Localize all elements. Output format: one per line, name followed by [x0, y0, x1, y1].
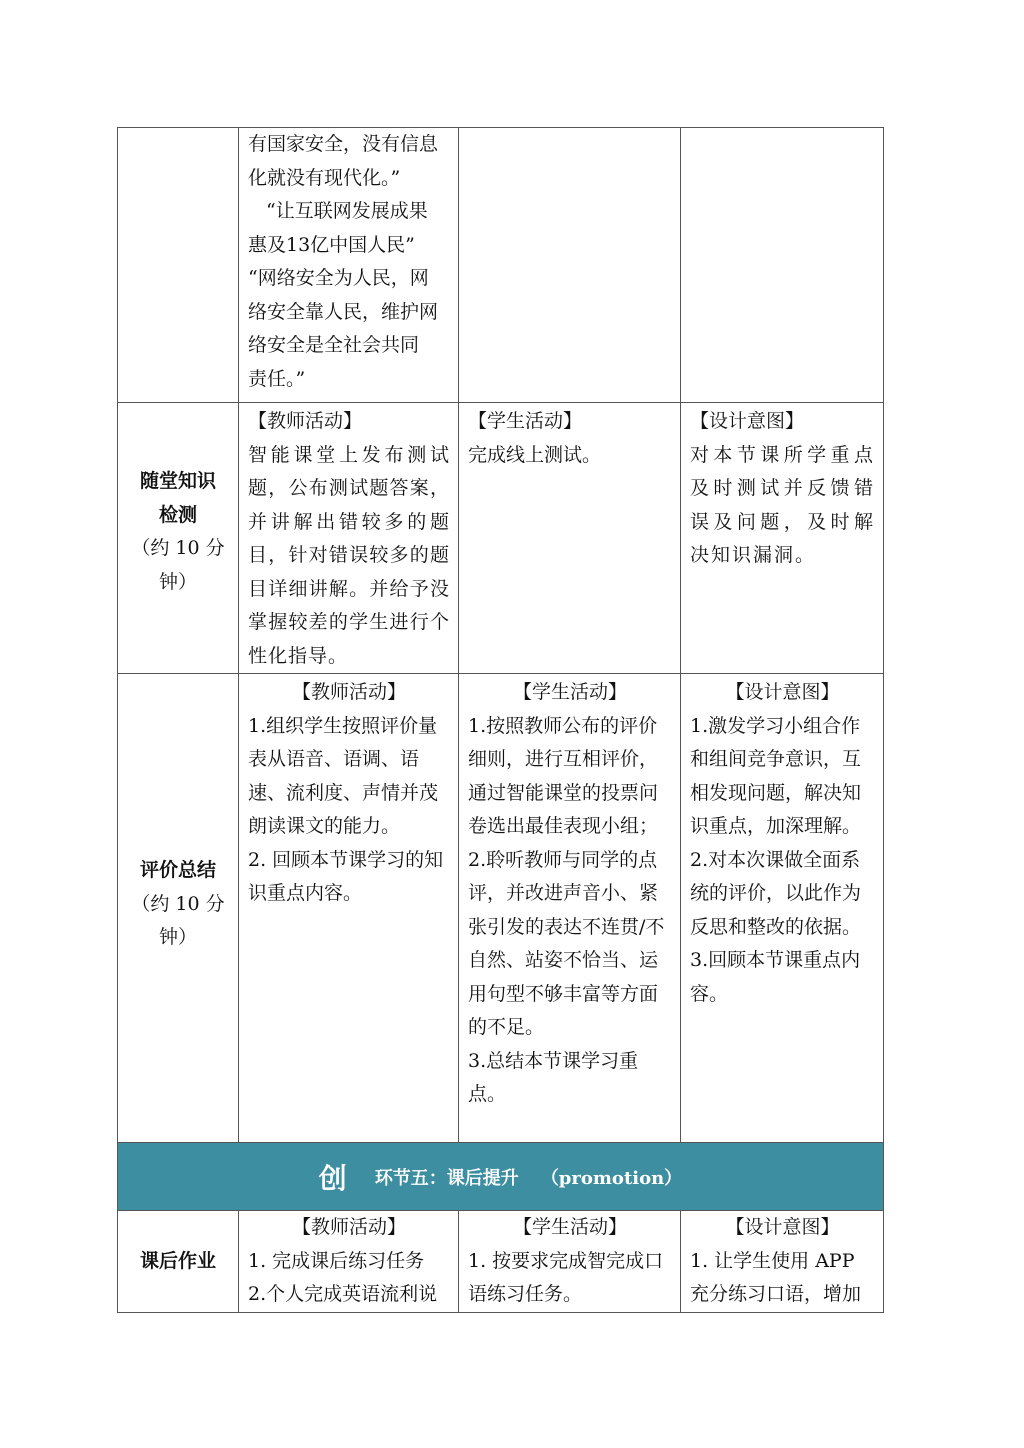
- section-title: 环节五：课后提升: [374, 1167, 519, 1189]
- eval-label-cell: [118, 674, 239, 1143]
- teacher-activity-text: 智能课堂上发布测试题，公布测试题答案，并讲解出错较多的题目，针对错误较多的题目详细讲解。并给予没掌握较差的学生进行个性化指导。: [248, 443, 450, 667]
- quote-text-cell: [239, 128, 459, 403]
- teacher-activity-header: 【教师活动】: [291, 1216, 406, 1238]
- teacher-activity-item: 2.个人完成英语流利说: [248, 1283, 438, 1305]
- teacher-activity-item: 1.组织学生按照评价量表从语音、语调、语速、流利度、声情并茂朗读课文的能力。: [248, 714, 439, 837]
- quiz-teacher-cell: [239, 403, 459, 674]
- quiz-design-cell: [681, 403, 884, 674]
- section-title-en: （promotion）: [540, 1167, 683, 1189]
- homework-label: 课后作业: [139, 1250, 216, 1272]
- teacher-activity-header: 【教师活动】: [248, 410, 363, 432]
- table-row-quiz: [118, 403, 884, 674]
- eval-teacher-cell: [239, 674, 459, 1143]
- table-row-eval: [118, 674, 884, 1143]
- teacher-activity-item: 2. 回顾本节课学习的知识重点内容。: [248, 848, 444, 904]
- quote-line: 络安全靠人民，维护网: [248, 300, 439, 323]
- quote-label-cell: [118, 128, 239, 403]
- design-intent-text: 对本节课所学重点及时测试并反馈错误及问题，及时解决知识漏洞。: [690, 443, 875, 566]
- homework-student-cell: [459, 1211, 681, 1313]
- student-activity-text: 1. 按要求完成智完成口语练习任务。: [468, 1249, 664, 1305]
- section-banner: [118, 1143, 884, 1211]
- quote-line: 惠及13亿中国人民”: [248, 233, 415, 256]
- design-intent-header: 【设计意图】: [725, 1216, 840, 1238]
- design-intent-item: 2.对本次课做全面系统的评价，以此作为反思和整改的依据。: [690, 848, 862, 938]
- design-intent-item: 1.激发学习小组合作和组间竞争意识，互相发现问题，解决知识重点，加深理解。: [690, 714, 862, 837]
- quote-line: 络安全是全社会共同: [248, 334, 420, 356]
- teacher-activity-header: 【教师活动】: [291, 681, 406, 703]
- student-activity-item: 2.聆听教师与同学的点评，并改进声音小、紧张引发的表达不连贯/不自然、站姿不恰当、运用句型不够丰富等方面的不足。: [468, 848, 665, 1038]
- quote-empty-cell: [681, 128, 884, 403]
- student-activity-header: 【学生活动】: [512, 1216, 627, 1238]
- design-intent-header: 【设计意图】: [690, 410, 805, 432]
- eval-time-line: 钟）: [158, 926, 197, 948]
- quote-line: 化就没有现代化。”: [248, 166, 401, 189]
- student-activity-item: 3.总结本节课学习重点。: [468, 1049, 639, 1105]
- quiz-student-cell: [459, 403, 681, 674]
- design-intent-header: 【设计意图】: [725, 681, 840, 703]
- eval-design-cell: [681, 674, 884, 1143]
- eval-label: 评价总结: [139, 859, 216, 881]
- eval-student-cell: [459, 674, 681, 1143]
- design-intent-item: 3.回顾本节课重点内容。: [690, 949, 861, 1005]
- table-row-quote: [118, 128, 884, 403]
- eval-time-line: （约 10 分: [131, 892, 225, 915]
- quote-line: “让互联网发展成果: [266, 200, 428, 222]
- design-intent-text: 1. 让学生使用 APP 充分练习口语，增加: [690, 1249, 862, 1305]
- quote-line: “网络安全为人民，网: [248, 267, 429, 289]
- table-row-homework: [118, 1211, 884, 1313]
- section-banner-char: 创: [318, 1161, 347, 1195]
- lesson-plan-table: [117, 127, 884, 1313]
- quiz-time-line: 钟）: [158, 570, 197, 593]
- quote-empty-cell: [459, 128, 681, 403]
- student-activity-text: 完成线上测试。: [468, 443, 602, 466]
- quote-line: 责任。”: [248, 367, 306, 390]
- homework-teacher-cell: [239, 1211, 459, 1313]
- quiz-time-line: （约 10 分: [131, 537, 225, 559]
- section-banner-cell: [118, 1143, 884, 1211]
- homework-design-cell: [681, 1211, 884, 1313]
- student-activity-item: 1.按照教师公布的评价细则，进行互相评价，通过智能课堂的投票问卷选出最佳表现小组；: [468, 714, 659, 837]
- teacher-activity-item: 1. 完成课后练习任务: [248, 1249, 425, 1272]
- student-activity-header: 【学生活动】: [468, 410, 583, 432]
- quote-line: 有国家安全，没有信息: [248, 133, 439, 155]
- quiz-label-cell: [118, 403, 239, 674]
- quiz-label-line: 检测: [158, 503, 197, 526]
- quiz-label-line: 随堂知识: [139, 470, 216, 492]
- student-activity-header: 【学生活动】: [512, 681, 627, 703]
- homework-label-cell: [118, 1211, 239, 1313]
